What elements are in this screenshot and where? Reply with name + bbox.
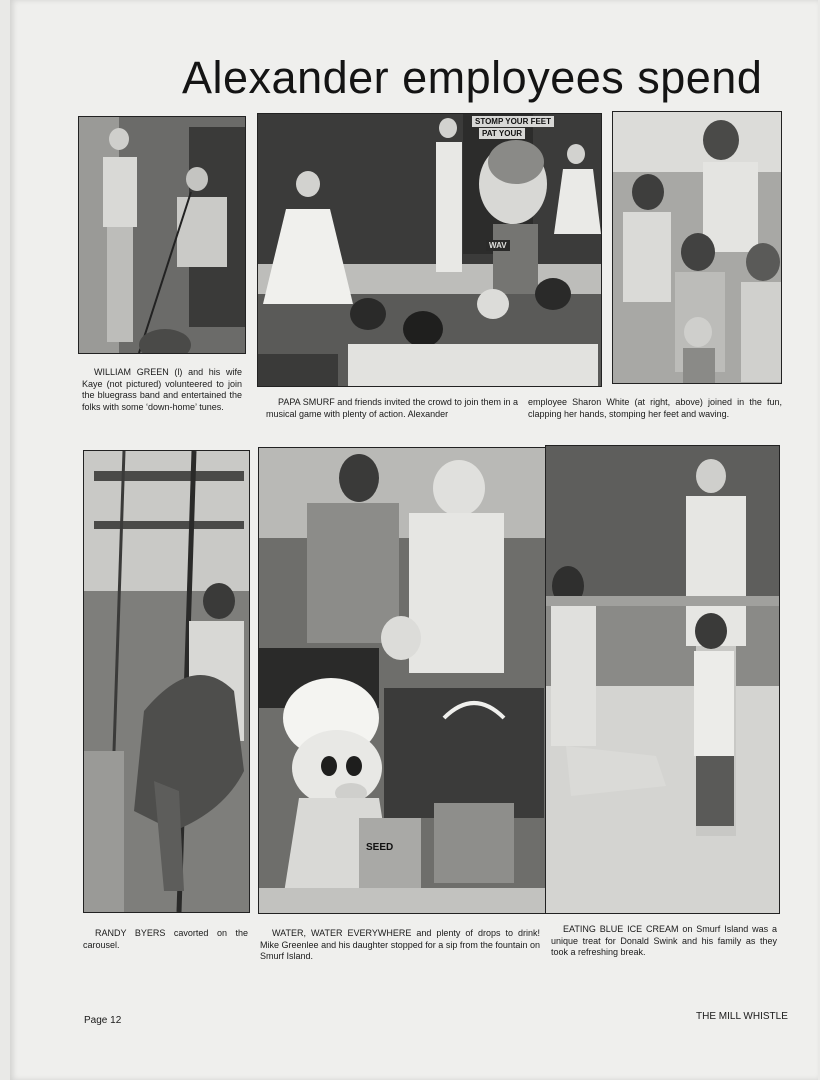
magazine-page (10, 0, 818, 1080)
sign-wav: WAV (486, 240, 510, 251)
caption-randy-byers: RANDY BYERS cavorted on the carousel. (83, 928, 248, 950)
caption-water-everywhere: WATER, WATER EVERYWHERE and plenty of drops to drink! Mike Greenlee and his daughter stopped for a sip from the fountain on Smurf Island. (260, 928, 540, 961)
page-headline: Alexander employees spend (182, 52, 763, 103)
photo-blue-ice-cream (545, 445, 780, 914)
bucket-label-seed: SEED (366, 842, 394, 853)
photo-bluegrass-band (78, 116, 246, 354)
caption-william-green: WILLIAM GREEN (l) and his wife Kaye (not pictured) volunteered to join the bluegrass band and entertained the folks with some ‘down-home’ tunes. (82, 367, 242, 412)
photo-smurf-fountain (258, 447, 546, 914)
caption-papa-smurf-part1: PAPA SMURF and friends invited the crowd to join them in a musical game with plenty of action. Alexander (266, 397, 518, 419)
sign-pat-your: PAT YOUR (479, 128, 525, 139)
photo-papa-smurf-stage (257, 113, 602, 387)
caption-blue-ice-cream: EATING BLUE ICE CREAM on Smurf Island was a unique treat for Donald Swink and his family as they took a refreshing break. (551, 924, 777, 957)
photo-sharon-white-crowd (612, 111, 782, 384)
page-number: Page 12 (84, 1015, 122, 1026)
publication-name: THE MILL WHISTLE (696, 1011, 788, 1022)
sign-stomp-your-feet: STOMP YOUR FEET (472, 116, 554, 127)
photo-carousel (83, 450, 250, 913)
caption-papa-smurf-part2: employee Sharon White (at right, above) joined in the fun, clapping her hands, stomping her feet and waving. (528, 397, 782, 419)
